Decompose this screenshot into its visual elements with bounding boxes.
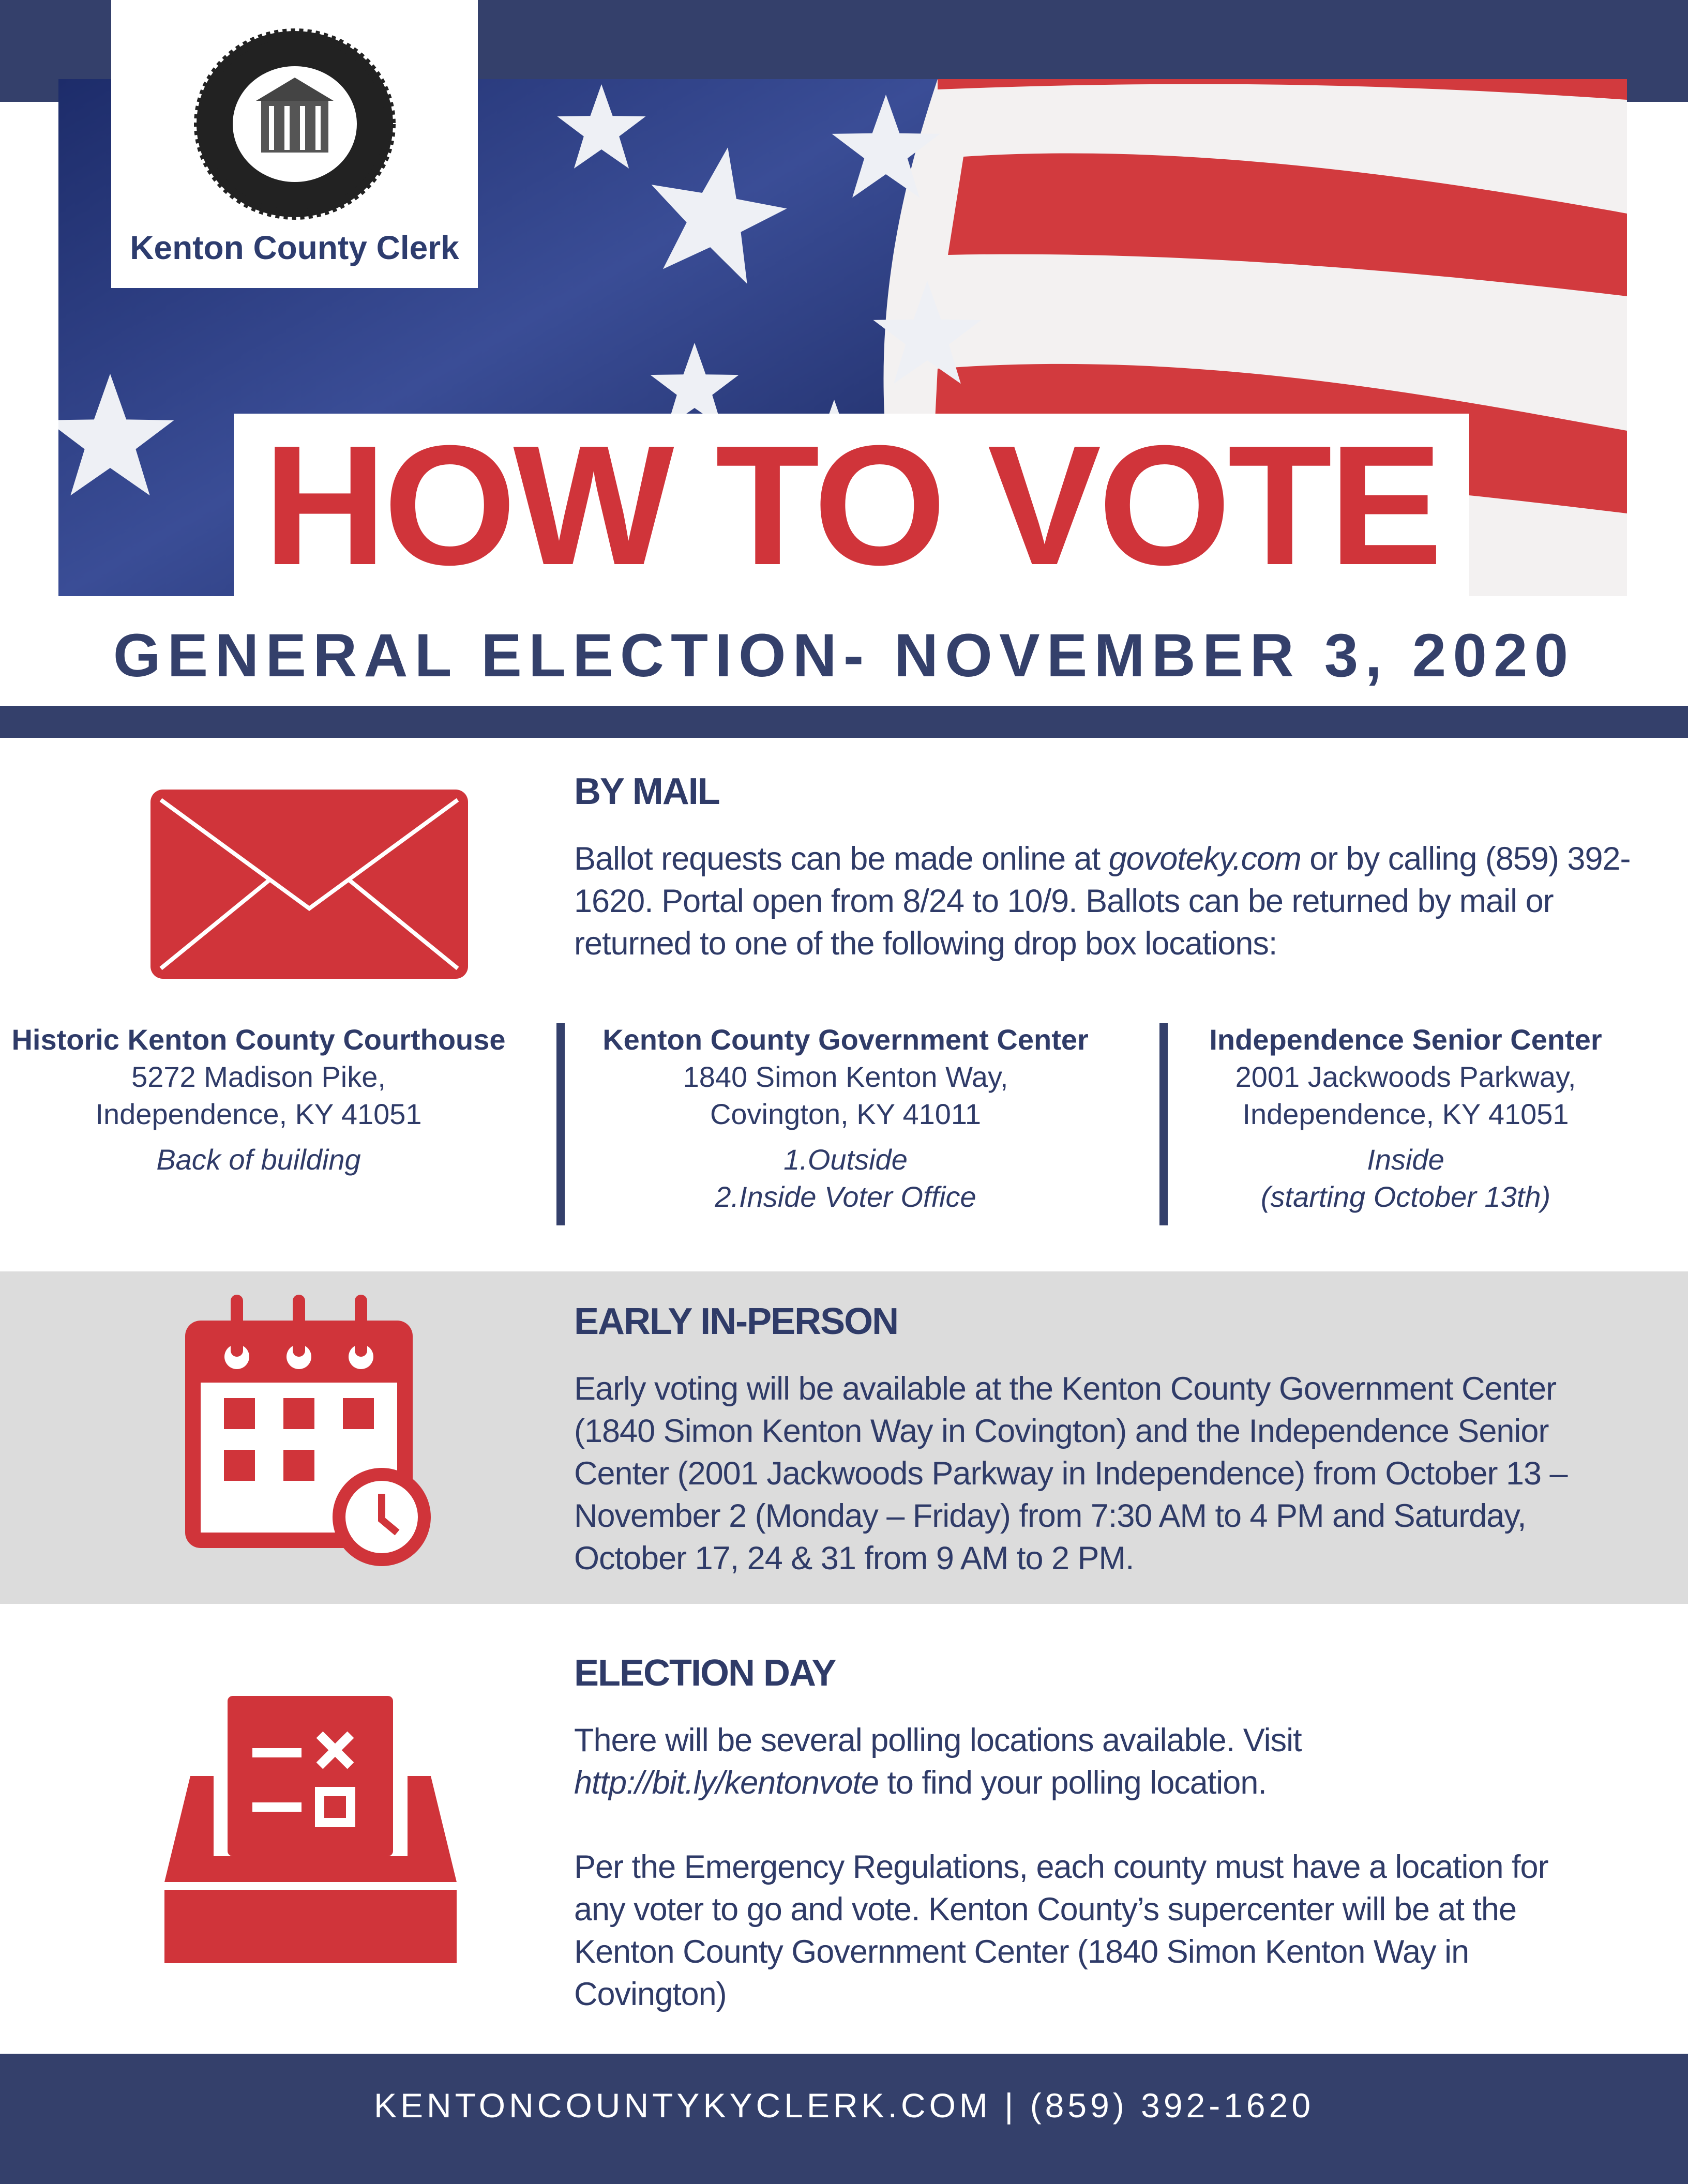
text: or by calling (859) 392-1620. Portal open from 8/24 to 10/9. Ballots can be returned by mail or returned to one of the following drop box locations: <box>574 841 1631 962</box>
location-name: Independence Senior Center <box>1209 1023 1602 1056</box>
location-address: Independence, KY 41051 <box>95 1098 422 1130</box>
election-day-heading: ELECTION DAY <box>574 1652 836 1694</box>
envelope-icon <box>150 790 468 979</box>
location-address: 2001 Jackwoods Parkway, <box>1235 1060 1576 1093</box>
location-address: 5272 Madison Pike, <box>131 1060 386 1093</box>
kentonvote-link[interactable]: http://bit.ly/kentonvote <box>574 1765 879 1801</box>
location-address: 1840 Simon Kenton Way, <box>683 1060 1008 1093</box>
govoteky-link[interactable]: govoteky.com <box>1108 841 1301 877</box>
footer <box>0 2054 1688 2184</box>
early-text: Early voting will be available at the Kenton County Government Center (1840 Simon Kenton Way in Covington) and the Independence Senior Center (2001 Jackwoods Parkway in Independence) from October 13 – November 2 (Monday – Friday) from 7:30 AM to 4 PM and Saturday, October 17, 24 & 31 from 9 AM to 2 PM. <box>574 1371 1568 1576</box>
location-note: (starting October 13th) <box>1260 1180 1551 1213</box>
location-address: Independence, KY 41051 <box>1242 1098 1569 1130</box>
text: to find your polling location. <box>878 1765 1267 1801</box>
location-courthouse <box>0 1021 517 1178</box>
location-name: Historic Kenton County Courthouse <box>11 1023 506 1056</box>
supercenter-text: Per the Emergency Regulations, each county must have a location for any voter to go and vote. Kenton County’s supercenter will be at the Kenton County Government Center (1840 Simon Kenton Way in Covington) <box>574 1849 1548 2012</box>
location-note: 2.Inside Voter Office <box>715 1180 976 1213</box>
election-subtitle: GENERAL ELECTION- NOVEMBER 3, 2020 <box>113 621 1575 690</box>
location-government-center <box>587 1021 1104 1216</box>
text: Ballot requests can be made online at <box>574 841 1109 877</box>
ballot-box-icon <box>164 1696 457 1963</box>
location-note: Back of building <box>156 1143 361 1176</box>
location-note: 1.Outside <box>783 1143 908 1176</box>
footer-contact[interactable]: KENTONCOUNTYKYCLERK.COM | (859) 392-1620 <box>373 2086 1315 2125</box>
divider-band <box>0 706 1688 738</box>
by-mail-text <box>574 838 1639 965</box>
calendar-icon <box>185 1295 434 1574</box>
by-mail-heading: BY MAIL <box>574 771 719 812</box>
text: There will be several polling locations available. Visit <box>574 1722 1302 1758</box>
location-address: Covington, KY 41011 <box>710 1098 982 1130</box>
title-box <box>234 410 1469 600</box>
location-note: Inside <box>1367 1143 1444 1176</box>
location-name: Kenton County Government Center <box>602 1023 1089 1056</box>
election-day-text <box>574 1719 1401 1804</box>
county-clerk-logo <box>111 0 478 288</box>
logo-text: Kenton County Clerk <box>130 229 459 266</box>
column-divider <box>556 1023 565 1225</box>
county-seal-icon <box>194 28 396 220</box>
early-heading: EARLY IN-PERSON <box>574 1301 898 1342</box>
location-senior-center <box>1147 1021 1664 1216</box>
page-title: HOW TO VOTE <box>263 410 1440 600</box>
